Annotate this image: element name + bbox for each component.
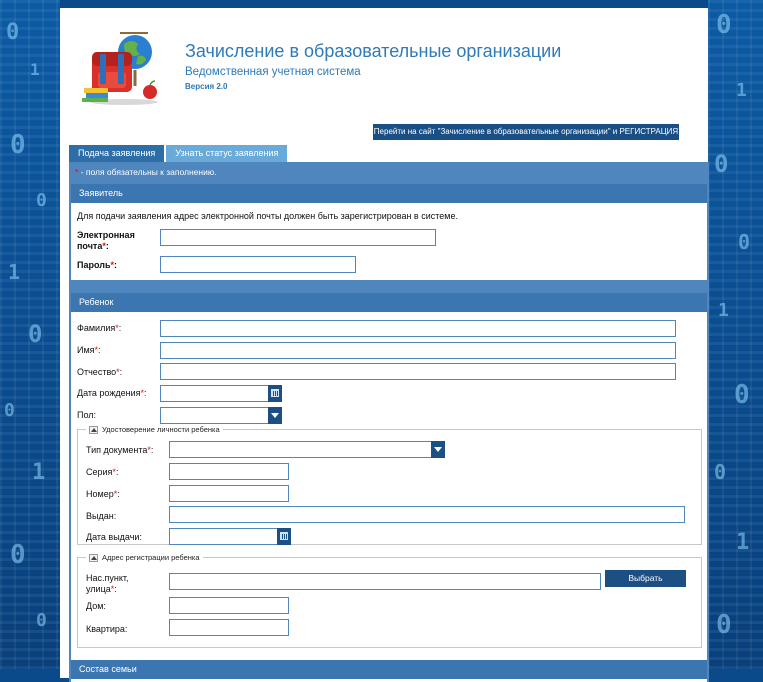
collapse-id-document-icon[interactable] <box>89 426 98 434</box>
collapse-address-icon[interactable] <box>89 554 98 562</box>
tab-bar <box>69 145 289 162</box>
name-label-colon: : <box>98 345 101 355</box>
background-right: 0 1 0 0 1 0 0 1 0 <box>708 0 763 669</box>
required-asterisk: * <box>75 167 79 177</box>
email-label-colon: : <box>105 241 109 251</box>
patronymic-label-text: Отчество <box>77 367 117 377</box>
tab-check-status[interactable]: Узнать статус заявления <box>166 145 287 162</box>
series-label-text: Серия <box>86 467 113 477</box>
series-required-mark: * <box>112 467 116 477</box>
school-logo-icon <box>80 26 164 106</box>
doc-type-label-colon: : <box>150 445 154 455</box>
birthdate-input[interactable] <box>160 385 282 402</box>
gender-select[interactable] <box>160 407 282 424</box>
page <box>60 8 708 678</box>
patronymic-required-mark: * <box>116 367 120 377</box>
address-legend-text: Адрес регистрации ребенка <box>102 553 200 562</box>
app-version: Версия 2.0 <box>185 82 228 91</box>
series-label <box>86 467 118 478</box>
surname-input[interactable] <box>160 320 676 337</box>
doc-type-label <box>86 445 153 456</box>
gender-label: Пол: <box>77 410 97 420</box>
doc-type-select[interactable] <box>169 441 445 458</box>
password-label-text: Пароль <box>77 260 111 270</box>
applicant-panel-title: Заявитель <box>71 184 707 203</box>
birthdate-label-colon: : <box>144 388 147 398</box>
choose-address-button[interactable]: Выбрать <box>605 570 686 587</box>
number-label-text: Номер <box>86 489 114 499</box>
applicant-info-text: Для подачи заявления адрес электронной почты должен быть зарегистрирован в системе. <box>77 211 458 221</box>
patronymic-label-colon: : <box>119 367 123 377</box>
name-input[interactable] <box>160 342 676 359</box>
series-label-colon: : <box>115 467 119 477</box>
birthdate-required-mark: * <box>140 388 145 398</box>
password-label-colon: : <box>114 260 118 270</box>
locality-label <box>86 573 129 595</box>
surname-label-colon: : <box>118 323 122 333</box>
password-required-mark: * <box>110 260 115 270</box>
tab-submit-application[interactable]: Подача заявления <box>69 145 164 162</box>
locality-label-colon: : <box>114 584 117 594</box>
address-legend[interactable] <box>86 553 203 562</box>
name-label-text: Имя <box>77 345 95 355</box>
child-panel <box>71 293 707 660</box>
email-required-mark: * <box>102 241 106 251</box>
house-label: Дом: <box>86 601 106 611</box>
form-frame <box>69 162 709 682</box>
background-left: 0 1 0 0 1 0 0 1 0 0 <box>0 0 60 669</box>
number-label-colon: : <box>117 489 120 499</box>
patronymic-label <box>77 367 122 378</box>
series-input[interactable] <box>169 463 289 480</box>
surname-label-text: Фамилия <box>77 323 116 333</box>
app-subtitle: Ведомственная учетная система <box>185 66 361 78</box>
birthdate-label-text: Дата рождения <box>77 388 141 398</box>
password-label <box>77 260 117 271</box>
locality-label-line2: улица <box>86 584 111 594</box>
required-notice-text: - поля обязательны к заполнению. <box>78 167 217 177</box>
doc-type-required-mark: * <box>147 445 151 455</box>
apartment-input[interactable] <box>169 619 289 636</box>
patronymic-input[interactable] <box>160 363 676 380</box>
app-title: Зачисление в образовательные организации <box>185 41 562 61</box>
number-input[interactable] <box>169 485 289 502</box>
email-label-line1: Электронная <box>77 230 135 240</box>
number-label <box>86 489 120 500</box>
child-panel-title: Ребенок <box>71 293 707 312</box>
email-label-line2: почта <box>77 241 103 251</box>
surname-label <box>77 323 121 334</box>
id-document-legend-text: Удостоверение личности ребенка <box>102 425 220 434</box>
password-input[interactable] <box>160 256 356 273</box>
issued-by-input[interactable] <box>169 506 685 523</box>
id-document-legend[interactable] <box>86 425 223 434</box>
birthdate-label <box>77 388 147 399</box>
house-input[interactable] <box>169 597 289 614</box>
registration-site-link[interactable]: Перейти на сайт "Зачисление в образовательные организации" и РЕГИСТРАЦИЯ <box>373 124 679 140</box>
family-panel-title: Состав семьи <box>71 660 707 679</box>
surname-required-mark: * <box>115 323 119 333</box>
applicant-panel <box>71 184 707 280</box>
issue-date-input[interactable] <box>169 528 291 545</box>
issue-date-label: Дата выдачи: <box>86 532 142 542</box>
locality-required-mark: * <box>110 584 115 594</box>
apartment-label: Квартира: <box>86 624 128 634</box>
issue-date-calendar-icon[interactable] <box>277 528 291 545</box>
family-panel <box>71 660 707 682</box>
locality-label-line1: Нас.пункт, <box>86 573 129 583</box>
email-label <box>77 230 135 252</box>
required-notice <box>69 162 709 182</box>
gender-dropdown-icon[interactable] <box>268 407 282 424</box>
doc-type-label-text: Тип документа <box>86 445 148 455</box>
number-required-mark: * <box>113 489 118 499</box>
doc-type-dropdown-icon[interactable] <box>431 441 445 458</box>
locality-input[interactable] <box>169 573 601 590</box>
birthdate-calendar-icon[interactable] <box>268 385 282 402</box>
name-label <box>77 345 101 356</box>
name-required-mark: * <box>94 345 99 355</box>
issued-by-label: Выдан: <box>86 511 117 521</box>
email-input[interactable] <box>160 229 436 246</box>
